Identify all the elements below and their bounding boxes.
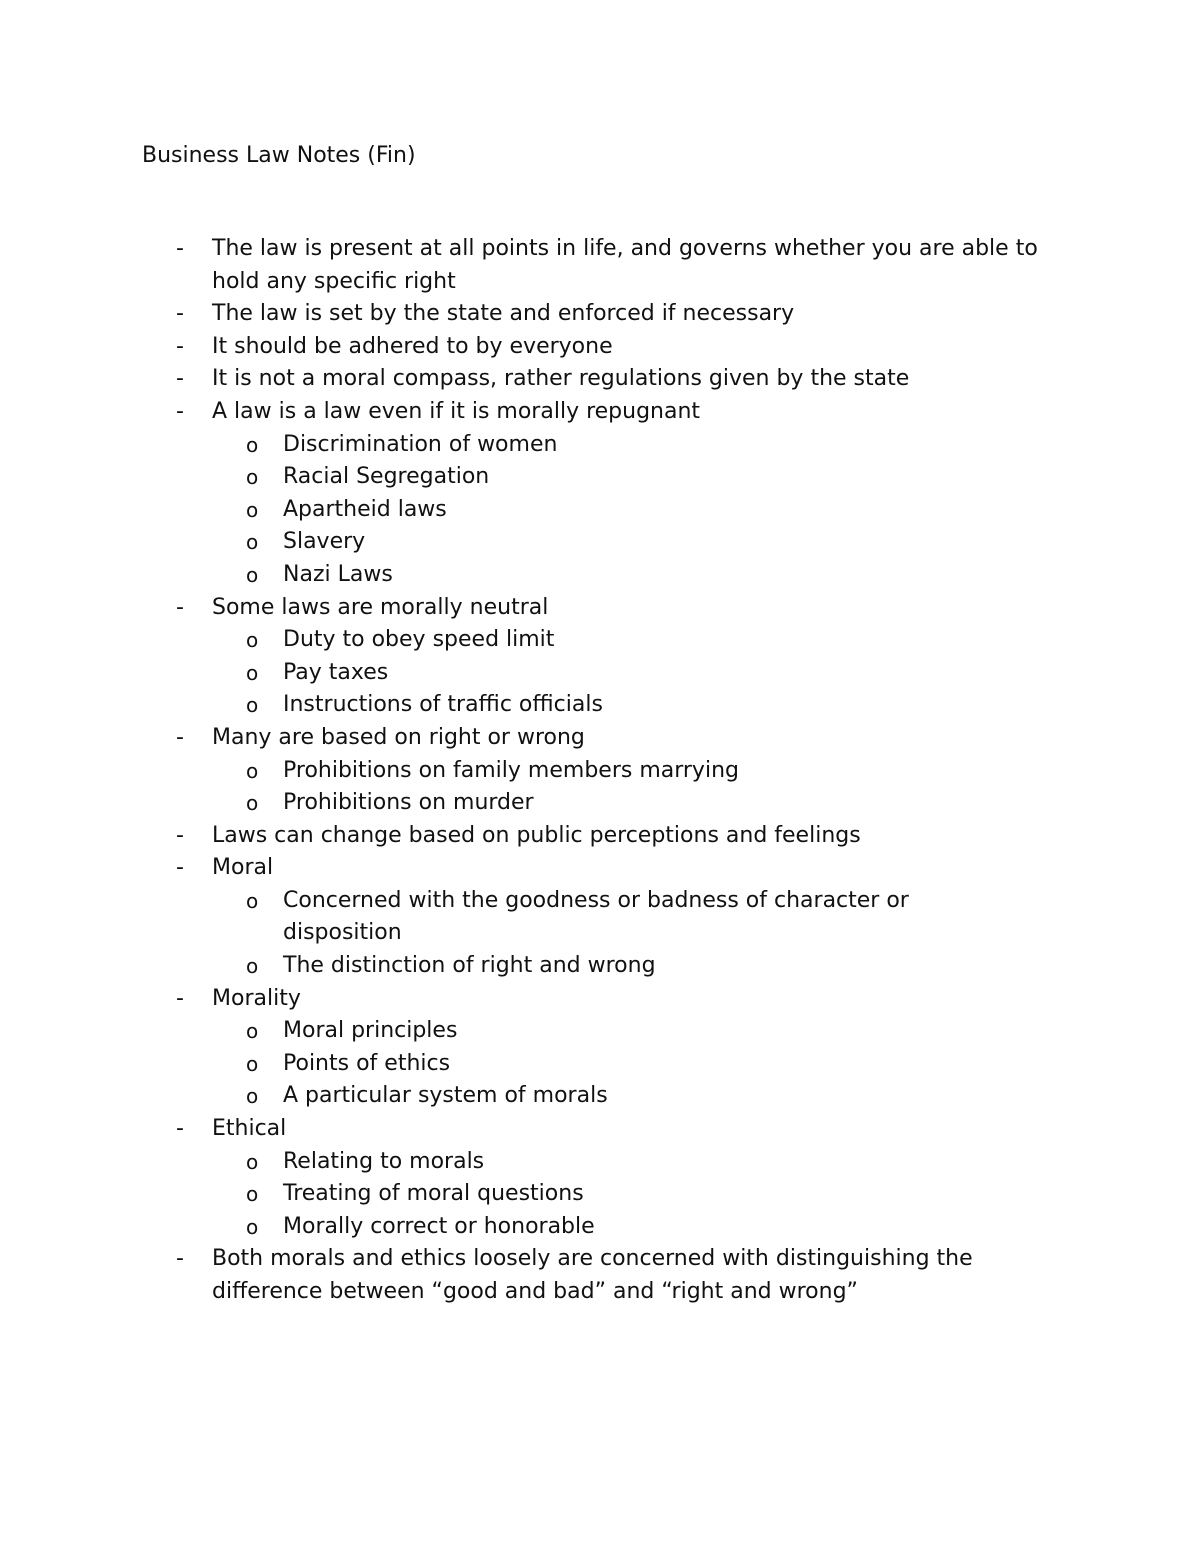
circle-bullet-icon: o	[246, 660, 259, 685]
sub-list-item-text: Treating of moral questions	[283, 1181, 584, 1207]
sub-list-item	[0, 559, 1200, 592]
list-item-text: Laws can change based on public perceptions and feelings	[212, 822, 861, 848]
sub-list-item	[0, 1080, 1200, 1113]
sub-list-item-text: The distinction of right and wrong	[283, 953, 656, 979]
sub-list-item	[0, 657, 1200, 690]
sub-list-item-text: Concerned with the goodness or badness of character or disposition	[283, 887, 909, 946]
circle-bullet-icon: o	[246, 1149, 259, 1174]
list-item-text: The law is present at all points in life, and governs whether you are able to hold any specific right	[212, 236, 1038, 294]
list-item	[0, 852, 1200, 885]
sub-list-item	[0, 526, 1200, 559]
sub-list-item-text: Moral principles	[283, 1018, 458, 1044]
sub-list-item-text: Instructions of traffic officials	[283, 692, 603, 718]
list-item-text: It is not a moral compass, rather regulations given by the state	[212, 366, 910, 392]
dash-bullet-icon: -	[176, 366, 184, 392]
dash-bullet-icon: -	[176, 855, 184, 881]
sub-list-item-text: Points of ethics	[283, 1050, 451, 1076]
sub-list-item-text: Apartheid laws	[283, 496, 447, 522]
sub-list-item-text: A particular system of morals	[283, 1083, 608, 1109]
sub-list-item-text: Duty to obey speed limit	[283, 627, 555, 653]
dash-bullet-icon: -	[176, 594, 184, 620]
dash-bullet-icon: -	[176, 301, 184, 327]
sub-list-item	[0, 885, 1200, 950]
circle-bullet-icon: o	[246, 497, 259, 522]
sub-list-item	[0, 461, 1200, 494]
sub-list-item-text: Prohibitions on family members marrying	[283, 757, 739, 783]
sub-list-item-text: Prohibitions on murder	[283, 790, 534, 816]
circle-bullet-icon: o	[246, 791, 259, 816]
sub-list-item-text: Morally correct or honorable	[283, 1213, 595, 1239]
sub-list-item-text: Racial Segregation	[283, 464, 490, 490]
circle-bullet-icon: o	[246, 562, 259, 587]
list-item-text: Some laws are morally neutral	[212, 594, 549, 620]
list-item-text: A law is a law even if it is morally repugnant	[212, 398, 701, 424]
dash-bullet-icon: -	[176, 1246, 184, 1272]
sub-list-item	[0, 689, 1200, 722]
sub-list-item	[0, 494, 1200, 527]
list-item	[0, 298, 1200, 331]
list-item-text: Ethical	[212, 1116, 287, 1142]
sub-list-item	[0, 1048, 1200, 1081]
circle-bullet-icon: o	[246, 1051, 259, 1076]
list-item-text: Many are based on right or wrong	[212, 724, 585, 750]
list-item	[0, 1113, 1200, 1146]
circle-bullet-icon: o	[246, 1019, 259, 1044]
circle-bullet-icon: o	[246, 1214, 259, 1239]
sub-list-item	[0, 1178, 1200, 1211]
sub-list-item-text: Pay taxes	[283, 659, 389, 685]
list-item	[0, 331, 1200, 364]
sub-list-item-text: Slavery	[283, 529, 366, 555]
document-title: Business Law Notes (Fin)	[142, 143, 416, 168]
list-item-text: Moral	[212, 855, 274, 881]
sub-list-item	[0, 429, 1200, 462]
list-item	[0, 396, 1200, 429]
circle-bullet-icon: o	[246, 693, 259, 718]
sub-list-item	[0, 950, 1200, 983]
circle-bullet-icon: o	[246, 1084, 259, 1109]
circle-bullet-icon: o	[246, 954, 259, 979]
list-item	[0, 983, 1200, 1016]
dash-bullet-icon: -	[176, 724, 184, 750]
list-item	[0, 233, 1200, 298]
circle-bullet-icon: o	[246, 530, 259, 555]
dash-bullet-icon: -	[176, 236, 184, 261]
dash-bullet-icon: -	[176, 985, 184, 1011]
dash-bullet-icon: -	[176, 398, 184, 424]
circle-bullet-icon: o	[246, 758, 259, 783]
list-item	[0, 363, 1200, 396]
dash-bullet-icon: -	[176, 333, 184, 359]
list-item	[0, 1243, 1200, 1308]
list-item-text: The law is set by the state and enforced if necessary	[212, 301, 795, 327]
list-item	[0, 722, 1200, 755]
dash-bullet-icon: -	[176, 822, 184, 848]
list-item-text: It should be adhered to by everyone	[212, 333, 613, 359]
sub-list-item	[0, 1211, 1200, 1244]
bullet-list	[0, 233, 1200, 1309]
list-item-text: Morality	[212, 985, 301, 1011]
list-item	[0, 820, 1200, 853]
list-item-text: Both morals and ethics loosely are concerned with distinguishing the difference between “good and bad” and “right and wrong”	[212, 1246, 973, 1304]
sub-list-item	[0, 1146, 1200, 1179]
sub-list-item	[0, 1015, 1200, 1048]
circle-bullet-icon: o	[246, 432, 259, 457]
circle-bullet-icon: o	[246, 465, 259, 490]
sub-list-item-text: Nazi Laws	[283, 561, 393, 587]
sub-list-item-text: Relating to morals	[283, 1148, 485, 1174]
dash-bullet-icon: -	[176, 1116, 184, 1142]
sub-list-item	[0, 787, 1200, 820]
sub-list-item-text: Discrimination of women	[283, 431, 558, 457]
sub-list-item	[0, 624, 1200, 657]
circle-bullet-icon: o	[246, 888, 259, 913]
sub-list-item	[0, 755, 1200, 788]
circle-bullet-icon: o	[246, 628, 259, 653]
circle-bullet-icon: o	[246, 1182, 259, 1207]
list-item	[0, 592, 1200, 625]
